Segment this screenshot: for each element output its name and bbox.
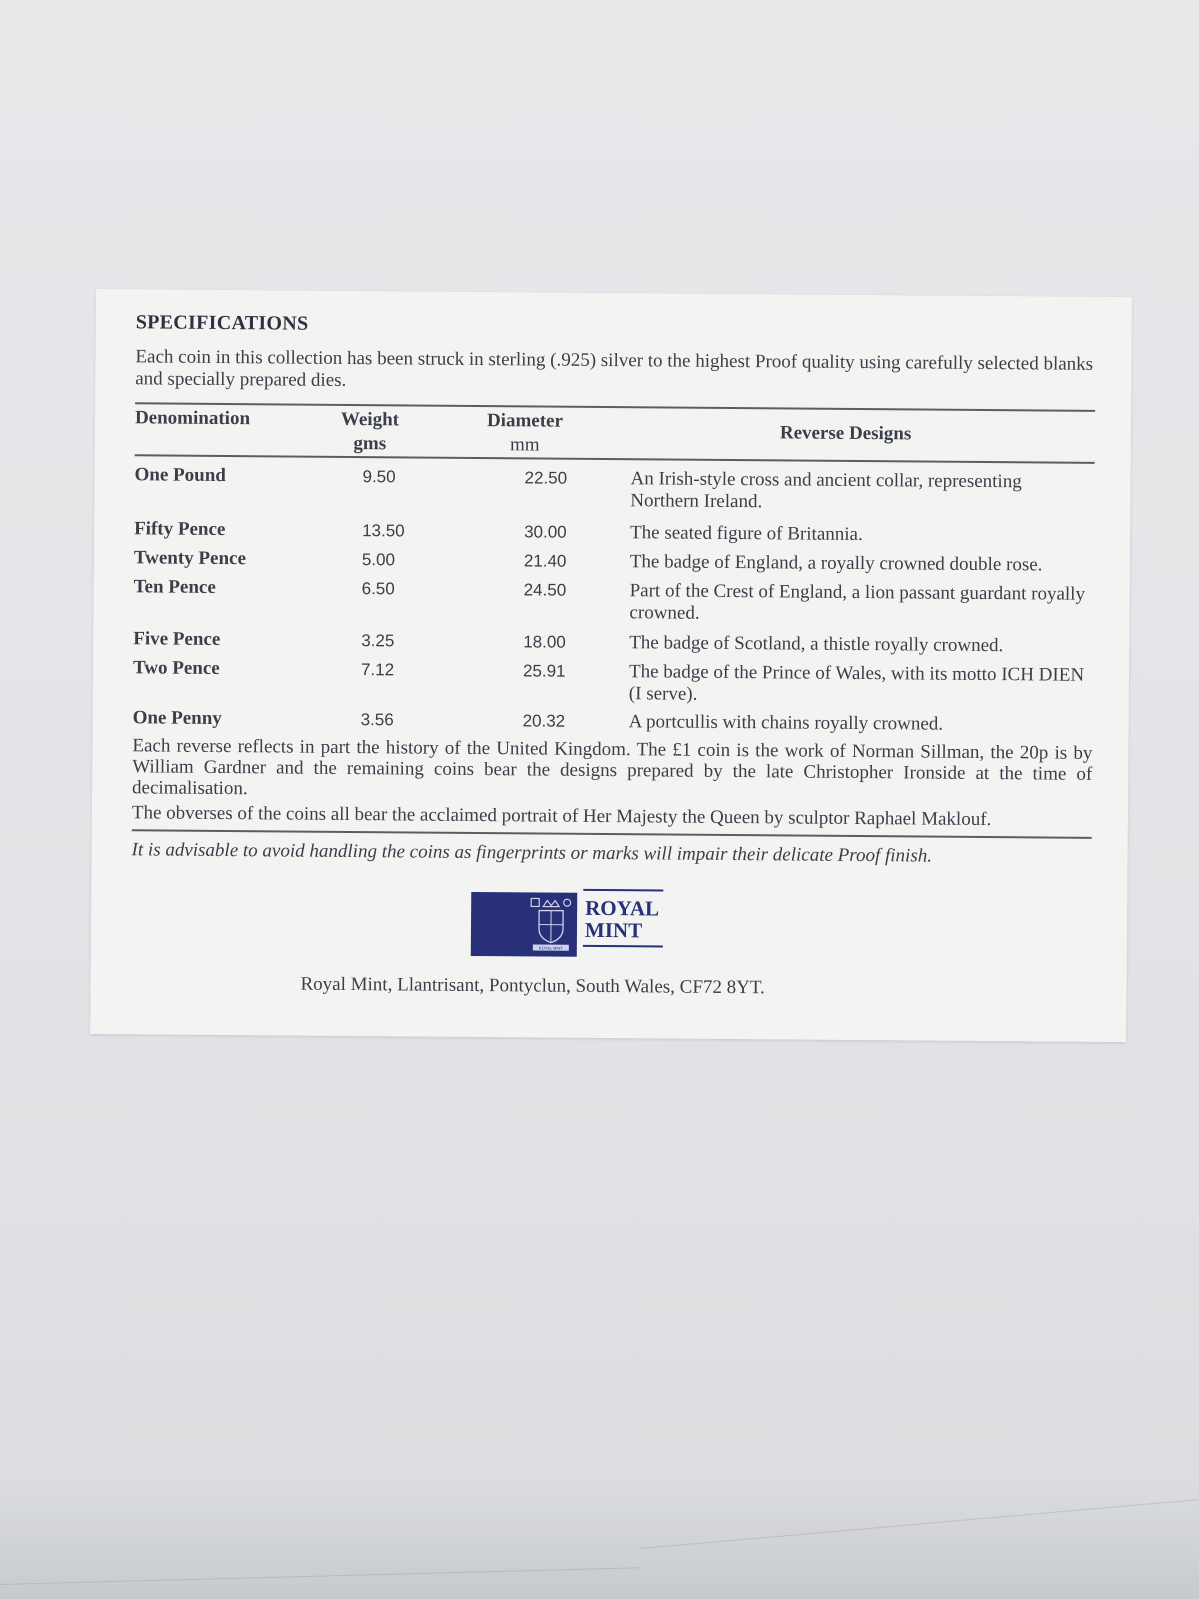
crest-icon: [529, 896, 573, 952]
row-diameter: 24.50: [523, 580, 567, 600]
table-row: [134, 547, 1094, 577]
logo-emblem-panel: [471, 892, 577, 957]
intro-text: Each coin in this collection has been struck in sterling (.925) silver to the highest Proof quality using carefully selected blanks and specially prepared dies.: [135, 346, 1094, 391]
row-diameter: 25.91: [522, 661, 566, 681]
handling-advice: It is advisable to avoid handling the coins as fingerprints or marks will impair their delicate Proof finish.: [131, 839, 933, 867]
row-diameter: 30.00: [524, 522, 567, 542]
row-denomination: Fifty Pence: [134, 518, 226, 541]
row-denomination: Twenty Pence: [133, 547, 247, 570]
mint-address: Royal Mint, Llantrisant, Pontyclun, South Wales, CF72 8YT.: [300, 973, 765, 999]
header-diameter-label: Diameter: [486, 410, 564, 432]
table-row: [133, 576, 1093, 628]
row-denomination: Two Pence: [132, 657, 220, 679]
table-header: [135, 406, 1095, 462]
row-diameter: 20.32: [522, 711, 566, 731]
table-row: [134, 464, 1094, 516]
history-paragraph: Each reverse reflects in part the history of the United Kingdom. The £1 coin is the work of Norman Sillman, the 20p is by William Gardner and the remaining coins bear the designs prepared by the late Christopher Ironside at the time of decimalisation.: [132, 735, 1093, 800]
row-reverse-design: Part of the Crest of England, a lion passant guardant royally crowned.: [629, 580, 1086, 624]
row-reverse-design: The badge of the Prince of Wales, with its motto ICH DIEN (I serve).: [628, 661, 1085, 705]
row-denomination: Ten Pence: [133, 576, 216, 598]
logo-word-royal: ROYAL: [585, 895, 660, 921]
specification-card: [90, 289, 1132, 1042]
header-diameter-unit: mm: [509, 434, 540, 456]
header-weight-unit: gms: [353, 433, 387, 455]
emblem-ribbon-text: ROYAL MINT: [538, 945, 563, 951]
row-diameter: 22.50: [524, 468, 568, 488]
table-row: [133, 707, 1093, 737]
row-reverse-design: The badge of England, a royally crowned double rose.: [629, 551, 1043, 576]
row-reverse-design: The seated figure of Britannia.: [630, 522, 863, 546]
header-weight: [335, 408, 405, 457]
row-weight: 3.25: [361, 631, 395, 651]
card-title: SPECIFICATIONS: [135, 311, 309, 335]
header-diameter: [480, 409, 570, 458]
table-row: [133, 657, 1093, 709]
logo-wordmark: [583, 889, 663, 948]
row-weight: 5.00: [361, 550, 396, 570]
row-reverse-design: The badge of Scotland, a thistle royally crowned.: [629, 632, 1004, 657]
row-reverse-design: An Irish-style cross and ancient collar, representing Northern Ireland.: [630, 468, 1022, 513]
header-weight-label: Weight: [340, 408, 400, 431]
table-body: [133, 464, 1095, 737]
table-row: [133, 628, 1093, 658]
row-reverse-design: A portcullis with chains royally crowned.: [628, 711, 944, 735]
table-row: [134, 518, 1094, 548]
advice-rule: [132, 829, 1092, 839]
header-reverse-designs: Reverse Designs: [779, 422, 912, 445]
row-weight: 13.50: [362, 521, 405, 541]
obverse-paragraph: The obverses of the coins all bear the acclaimed portrait of Her Majesty the Queen by sculptor Raphael Maklouf.: [131, 802, 992, 831]
row-diameter: 18.00: [523, 632, 566, 652]
royal-mint-logo: [471, 892, 722, 964]
table-shadow: [0, 1480, 1199, 1599]
row-weight: 7.12: [360, 660, 395, 680]
row-denomination: Five Pence: [133, 628, 221, 650]
row-denomination: One Pound: [134, 464, 226, 487]
row-weight: 3.56: [360, 710, 394, 730]
row-denomination: One Penny: [132, 707, 222, 730]
row-weight: 9.50: [362, 467, 396, 487]
row-diameter: 21.40: [523, 551, 567, 571]
header-denomination: Denomination: [134, 407, 251, 430]
row-weight: 6.50: [361, 579, 395, 599]
logo-word-mint: MINT: [584, 917, 643, 943]
card-content: [132, 311, 1096, 869]
